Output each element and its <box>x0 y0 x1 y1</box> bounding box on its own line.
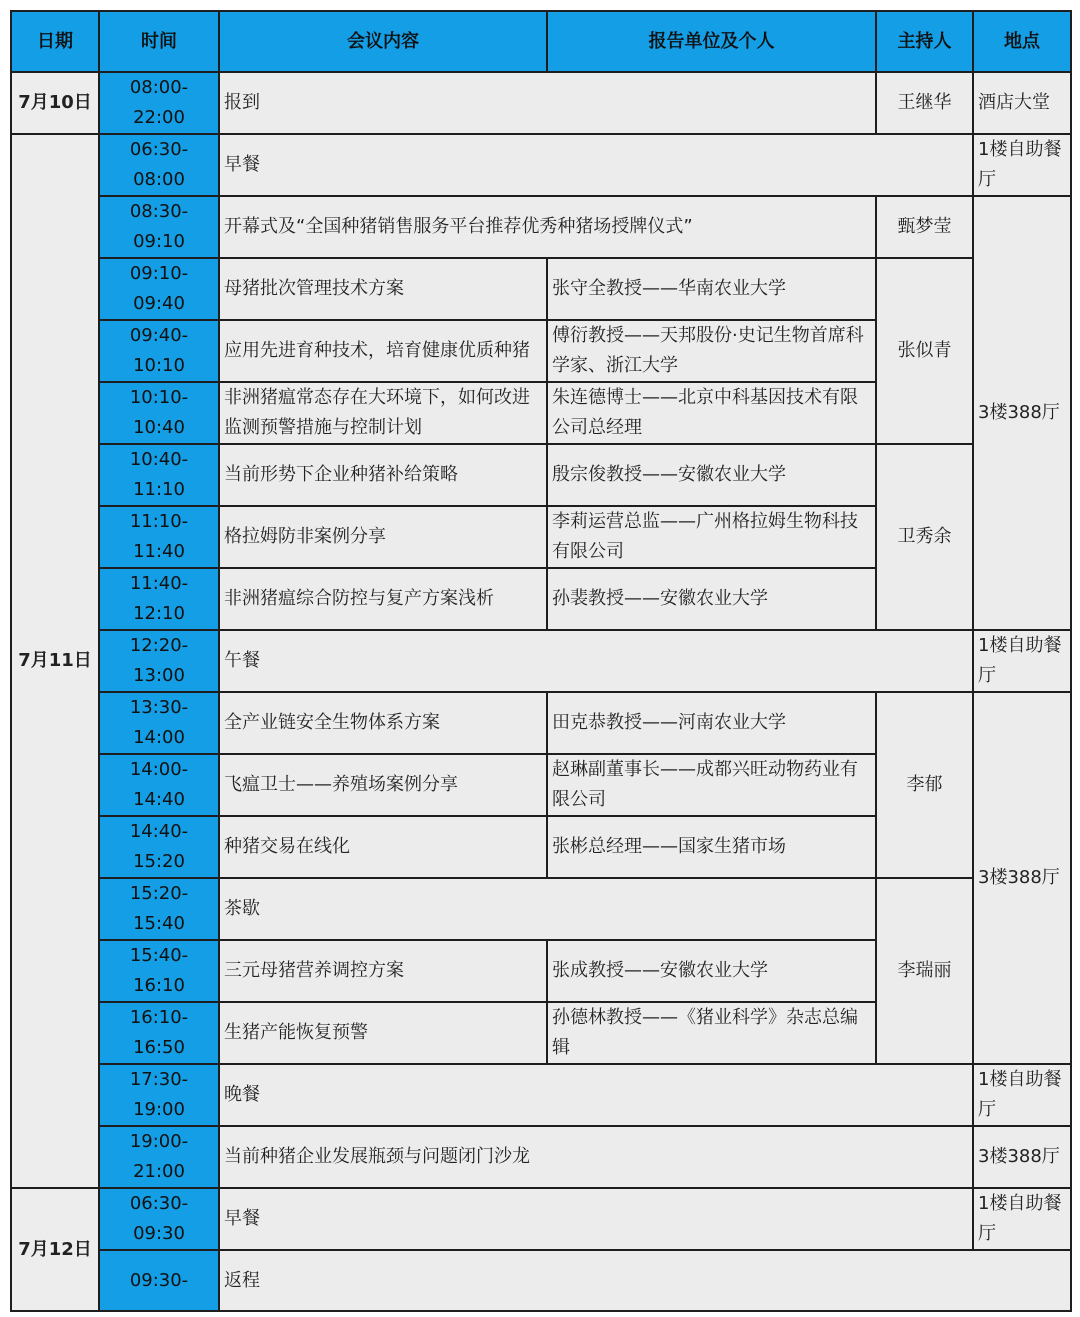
content-cell: 三元母猪营养调控方案 <box>219 940 547 1002</box>
table-row <box>11 1064 1071 1126</box>
speaker-cell: 朱连德博士——北京中科基因技术有限公司总经理 <box>547 382 876 444</box>
time-cell: 14:00-14:40 <box>99 754 219 816</box>
content-cell: 飞瘟卫士——养殖场案例分享 <box>219 754 547 816</box>
speaker-cell: 田克恭教授——河南农业大学 <box>547 692 876 754</box>
header-venue: 地点 <box>973 11 1071 72</box>
header-speaker: 报告单位及个人 <box>547 11 876 72</box>
time-cell: 12:20-13:00 <box>99 630 219 692</box>
venue-cell: 1楼自助餐厅 <box>973 1188 1071 1250</box>
content-cell: 格拉姆防非案例分享 <box>219 506 547 568</box>
time-cell: 13:30-14:00 <box>99 692 219 754</box>
speaker-cell: 张彬总经理——国家生猪市场 <box>547 816 876 878</box>
date-cell: 7月12日 <box>11 1188 99 1311</box>
content-cell: 当前种猪企业发展瓶颈与问题闭门沙龙 <box>219 1126 973 1188</box>
venue-cell: 1楼自助餐厅 <box>973 1064 1071 1126</box>
host-cell: 甄梦莹 <box>876 196 973 258</box>
content-cell: 报到 <box>219 72 876 134</box>
time-cell: 19:00-21:00 <box>99 1126 219 1188</box>
speaker-cell: 傅衍教授——天邦股份·史记生物首席科学家、浙江大学 <box>547 320 876 382</box>
time-cell: 09:30- <box>99 1250 219 1311</box>
time-cell: 06:30-09:30 <box>99 1188 219 1250</box>
venue-cell: 3楼388厅 <box>973 196 1071 630</box>
time-cell: 15:20-15:40 <box>99 878 219 940</box>
speaker-cell: 殷宗俊教授——安徽农业大学 <box>547 444 876 506</box>
header-time: 时间 <box>99 11 219 72</box>
time-cell: 10:40-11:10 <box>99 444 219 506</box>
content-cell: 返程 <box>219 1250 1071 1311</box>
time-cell: 09:10-09:40 <box>99 258 219 320</box>
speaker-cell: 张守全教授——华南农业大学 <box>547 258 876 320</box>
table-row <box>11 878 1071 940</box>
time-cell: 14:40-15:20 <box>99 816 219 878</box>
content-cell: 种猪交易在线化 <box>219 816 547 878</box>
table-row <box>11 444 1071 506</box>
host-cell: 李郁 <box>876 692 973 878</box>
table-row <box>11 72 1071 134</box>
time-cell: 08:00-22:00 <box>99 72 219 134</box>
time-cell: 10:10-10:40 <box>99 382 219 444</box>
schedule-table <box>10 10 1072 1312</box>
date-cell: 7月10日 <box>11 72 99 134</box>
table-row <box>11 692 1071 754</box>
host-cell: 张似青 <box>876 258 973 444</box>
table-row <box>11 1188 1071 1250</box>
content-cell: 茶歇 <box>219 878 876 940</box>
content-cell: 非洲猪瘟常态存在大环境下，如何改进监测预警措施与控制计划 <box>219 382 547 444</box>
header-row <box>11 11 1071 72</box>
content-cell: 全产业链安全生物体系方案 <box>219 692 547 754</box>
content-cell: 当前形势下企业种猪补给策略 <box>219 444 547 506</box>
venue-cell: 酒店大堂 <box>973 72 1071 134</box>
time-cell: 15:40-16:10 <box>99 940 219 1002</box>
time-cell: 11:10-11:40 <box>99 506 219 568</box>
speaker-cell: 张成教授——安徽农业大学 <box>547 940 876 1002</box>
time-cell: 06:30-08:00 <box>99 134 219 196</box>
venue-cell: 3楼388厅 <box>973 1126 1071 1188</box>
speaker-cell: 李莉运营总监——广州格拉姆生物科技有限公司 <box>547 506 876 568</box>
speaker-cell: 孙德林教授——《猪业科学》杂志总编辑 <box>547 1002 876 1064</box>
content-cell: 早餐 <box>219 1188 973 1250</box>
host-cell: 李瑞丽 <box>876 878 973 1064</box>
time-cell: 11:40-12:10 <box>99 568 219 630</box>
header-host: 主持人 <box>876 11 973 72</box>
time-cell: 09:40-10:10 <box>99 320 219 382</box>
content-cell: 晚餐 <box>219 1064 973 1126</box>
content-cell: 非洲猪瘟综合防控与复产方案浅析 <box>219 568 547 630</box>
time-cell: 17:30-19:00 <box>99 1064 219 1126</box>
header-content: 会议内容 <box>219 11 547 72</box>
table-row <box>11 1250 1071 1311</box>
content-cell: 应用先进育种技术，培育健康优质种猪 <box>219 320 547 382</box>
content-cell: 开幕式及“全国种猪销售服务平台推荐优秀种猪场授牌仪式” <box>219 196 876 258</box>
speaker-cell: 赵琳副董事长——成都兴旺动物药业有限公司 <box>547 754 876 816</box>
table-row <box>11 630 1071 692</box>
table-row <box>11 134 1071 196</box>
content-cell: 生猪产能恢复预警 <box>219 1002 547 1064</box>
speaker-cell: 孙裴教授——安徽农业大学 <box>547 568 876 630</box>
venue-cell: 1楼自助餐厅 <box>973 134 1071 196</box>
host-cell: 王继华 <box>876 72 973 134</box>
content-cell: 午餐 <box>219 630 973 692</box>
header-date: 日期 <box>11 11 99 72</box>
content-cell: 早餐 <box>219 134 973 196</box>
table-row <box>11 196 1071 258</box>
venue-cell: 3楼388厅 <box>973 692 1071 1064</box>
content-cell: 母猪批次管理技术方案 <box>219 258 547 320</box>
date-cell: 7月11日 <box>11 134 99 1188</box>
table-row <box>11 258 1071 320</box>
venue-cell: 1楼自助餐厅 <box>973 630 1071 692</box>
time-cell: 16:10-16:50 <box>99 1002 219 1064</box>
table-row <box>11 1126 1071 1188</box>
host-cell: 卫秀余 <box>876 444 973 630</box>
time-cell: 08:30-09:10 <box>99 196 219 258</box>
